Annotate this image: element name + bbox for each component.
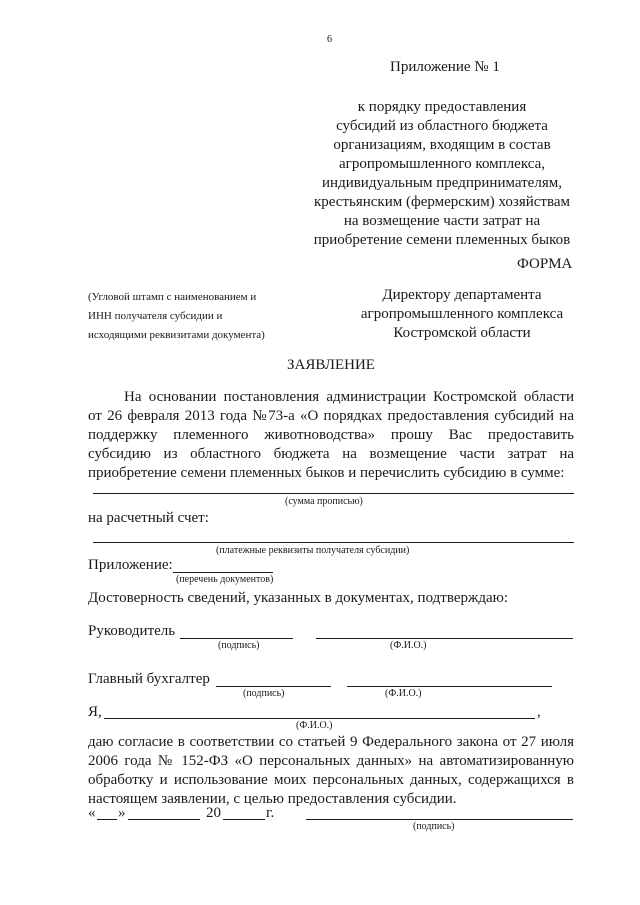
date-year-suffix: г. xyxy=(266,805,275,821)
appendix-title: Приложение № 1 xyxy=(390,59,500,75)
chief-accountant-fio-caption: (Ф.И.О.) xyxy=(385,688,422,699)
bank-details-caption: (платежные реквизиты получателя субсидии) xyxy=(216,545,410,556)
date-close-quote: » xyxy=(118,805,126,821)
bank-details-field[interactable] xyxy=(93,542,574,543)
appendix-line: организациям, входящим в состав xyxy=(333,137,551,153)
form-label: ФОРМА xyxy=(517,256,573,272)
chief-accountant-fio-field[interactable] xyxy=(347,686,552,687)
i-label: Я, xyxy=(88,704,102,720)
consent-line: даю согласие в соответствии со статьей 9 Федерального закона от 27 июля xyxy=(88,734,574,750)
date-month-field[interactable] xyxy=(128,819,200,820)
head-fio-field[interactable] xyxy=(316,638,573,639)
body-line: от 26 февраля 2013 года №73-а «О порядках предоставления субсидий на xyxy=(88,408,574,424)
stamp-note-line: (Угловой штамп с наименованием и xyxy=(88,291,257,303)
appendix-line: на возмещение части затрат на xyxy=(343,213,541,229)
appendix-line: крестьянским (фермерским) хозяйствам xyxy=(313,194,571,210)
attachment-label: Приложение: xyxy=(88,557,173,573)
chief-accountant-signature-caption: (подпись) xyxy=(243,688,285,699)
appendix-line: индивидуальным предпринимателям, xyxy=(322,175,562,191)
document-title: ЗАЯВЛЕНИЕ xyxy=(287,357,375,373)
appendix-line: субсидий из областного бюджета xyxy=(336,118,548,134)
appendix-line: к порядку предоставления xyxy=(357,99,527,115)
applicant-fio-field[interactable] xyxy=(104,718,535,719)
body-line: На основании постановления администрации Костромской области xyxy=(124,389,574,405)
head-signature-field[interactable] xyxy=(180,638,293,639)
appendix-text xyxy=(300,98,584,250)
body-line: субсидию из областного бюджета на возмещение части затрат на xyxy=(88,446,574,462)
amount-field[interactable] xyxy=(93,493,574,494)
date-day-field[interactable] xyxy=(97,819,117,820)
consent-line: 2006 года № 152-ФЗ «О персональных данных» на автоматизированную xyxy=(88,753,574,769)
head-signature-caption: (подпись) xyxy=(218,640,260,651)
attachment-field[interactable] xyxy=(173,572,273,573)
head-fio-caption: (Ф.И.О.) xyxy=(390,640,427,651)
addressee xyxy=(340,286,584,343)
chief-accountant-signature-field[interactable] xyxy=(216,686,331,687)
consent-paragraph xyxy=(88,733,574,809)
consent-line: обработку и использование моих персональных данных, содержащихся в xyxy=(88,772,574,788)
chief-accountant-label: Главный бухгалтер xyxy=(88,671,210,687)
doc-list-caption: (перечень документов) xyxy=(176,574,274,585)
head-label: Руководитель xyxy=(88,623,176,639)
addressee-line: Директору департамента xyxy=(382,287,542,303)
stamp-note xyxy=(88,288,265,345)
appendix-line: агропромышленного комплекса, xyxy=(339,156,545,172)
body-line: приобретение семени племенных быков и перечислить субсидию в сумме: xyxy=(88,465,565,481)
applicant-signature-field[interactable] xyxy=(306,819,573,820)
amount-caption: (сумма прописью) xyxy=(285,496,363,507)
account-label: на расчетный счет: xyxy=(88,510,209,526)
date-open-quote: « xyxy=(88,805,96,821)
date-year-field[interactable] xyxy=(223,819,265,820)
page-number: 6 xyxy=(327,34,332,45)
body-line: поддержку племенного животноводства» прошу Вас предоставить xyxy=(88,427,574,443)
comma: , xyxy=(537,704,541,720)
applicant-signature-caption: (подпись) xyxy=(413,821,455,832)
addressee-line: агропромышленного комплекса xyxy=(360,306,564,322)
date-year-prefix: 20 xyxy=(206,805,221,821)
applicant-fio-caption: (Ф.И.О.) xyxy=(296,720,333,731)
stamp-note-line: ИНН получателя субсидии и xyxy=(88,310,223,322)
stamp-note-line: исходящими реквизитами документа) xyxy=(88,329,265,341)
appendix-line: приобретение семени племенных быков xyxy=(313,232,571,248)
confirm-text: Достоверность сведений, указанных в документах, подтверждаю: xyxy=(88,590,509,606)
body-paragraph xyxy=(88,388,574,483)
consent-line: настоящем заявлении, с целью предоставления субсидии. xyxy=(88,791,457,807)
addressee-line: Костромской области xyxy=(393,325,531,341)
